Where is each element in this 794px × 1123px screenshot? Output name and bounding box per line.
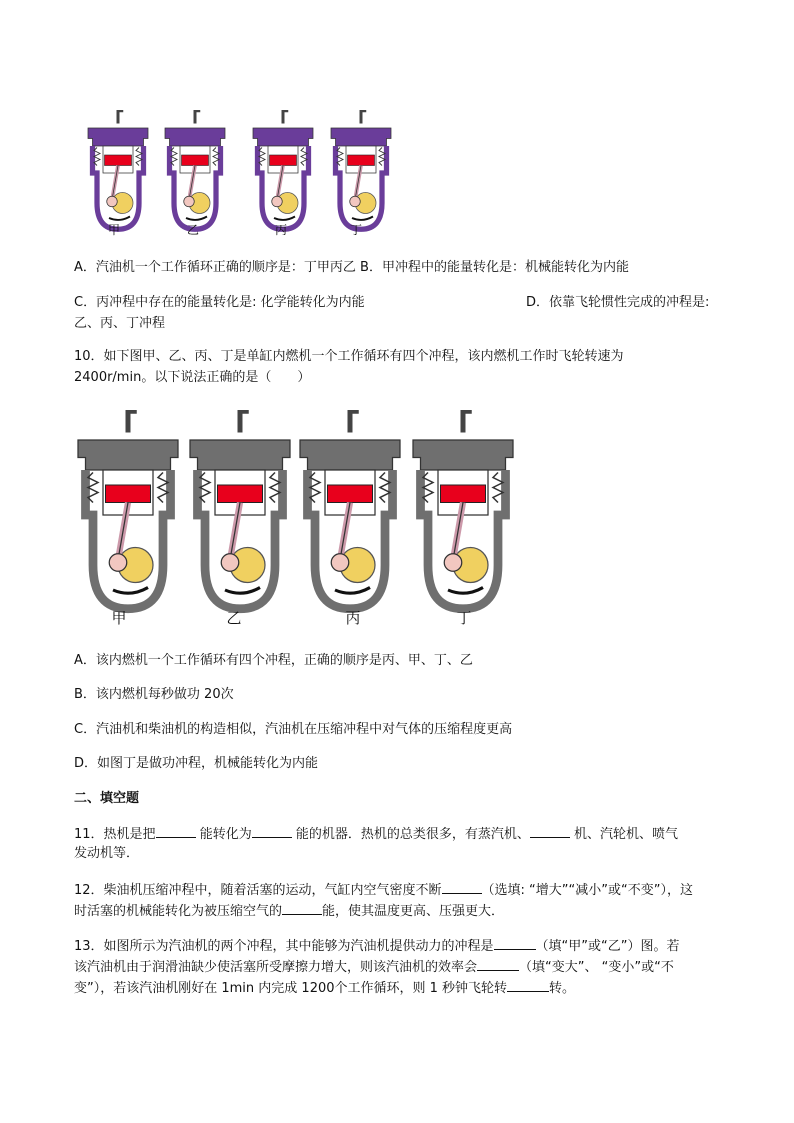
piston (441, 485, 486, 503)
cylinder-head (78, 440, 178, 470)
q11-text-4: 机、汽轮机、喷气 (574, 827, 679, 842)
top-fig-label-yi: 乙 (186, 223, 199, 237)
q13-text-6: 转。 (549, 981, 576, 996)
q13-blank-2 (477, 956, 519, 971)
q10-fig-label-yi: 乙 (226, 609, 242, 627)
q13-text-1: 13．如图所示为汽油机的两个冲程，其中能够为汽油机提供动力的冲程是 (74, 939, 494, 954)
q13-line2 (74, 956, 674, 978)
piston (328, 485, 373, 503)
q10-fig-label-bing: 丙 (345, 609, 361, 627)
q9-option-d-part1: D．依靠飞轮惯性完成的冲程是: (526, 295, 710, 310)
q13-text-3: 该汽油机由于润滑油缺少使活塞所受摩擦力增大，则该汽油机的效率会 (74, 960, 478, 975)
q9-option-a-b: A．汽油机一个工作循环正确的顺序是：丁甲丙乙 B．甲冲程中的能量转化是：机械能转化为内能 (74, 260, 629, 275)
cylinder-head (190, 440, 290, 470)
q9-option-d-part2: 乙、丙、丁冲程 (74, 316, 166, 331)
q10-option-a: A．该内燃机一个工作循环有四个冲程，正确的顺序是丙、甲、丁、乙 (74, 653, 473, 668)
top-fig-label-bing: 丙 (274, 223, 287, 237)
q13-text-5: 变”），若该汽油机刚好在 1min 内完成 1200个工作循环，则 1 秒钟飞轮转 (74, 981, 508, 996)
engine-b1 (190, 410, 290, 609)
q11-text-2: 能转化为 (199, 827, 252, 842)
top-fig-label-ding: 丁 (349, 223, 362, 237)
q10-stem-line2: 2400r/min。以下说法正确的是（ ） (74, 370, 311, 385)
q10-stem-line1: 10．如下图甲、乙、丙、丁是单缸内燃机一个工作循环有四个冲程，该内燃机工作时飞轮转速为 (74, 349, 624, 364)
crank-pin (331, 554, 349, 572)
cylinder-head (300, 440, 400, 470)
spark-plug-top (461, 410, 472, 414)
q11-text-3: 能的机器．热机的总类很多，有蒸汽机、 (295, 827, 530, 842)
q12-line1 (74, 879, 693, 901)
q13-blank-1 (494, 935, 536, 950)
q11-line1 (74, 823, 678, 845)
spark-plug (238, 413, 243, 433)
spark-plug-top (126, 410, 137, 414)
q10-fig-label-ding: 丁 (456, 609, 472, 627)
spark-plug (348, 413, 353, 433)
q12-text-3: 时活塞的机械能转化为被压缩空气的 (74, 904, 283, 919)
cylinder-head (413, 440, 513, 470)
valve-spring-left (200, 473, 210, 503)
q11-blank-2 (252, 823, 292, 838)
top-fig-label-jia: 甲 (107, 223, 120, 237)
q11-blank-3 (530, 823, 570, 838)
q10-option-d: D．如图丁是做功冲程，机械能转化为内能 (74, 756, 319, 771)
q13-text-4: （填“变大”、 “变小”或“不 (519, 960, 674, 975)
q13-blank-3 (507, 977, 549, 992)
q10-option-c: C．汽油机和柴油机的构造相似，汽油机在压缩冲程中对气体的压缩程度更高 (74, 722, 513, 737)
section-heading-fill-in: 二、填空题 (74, 791, 140, 806)
q12-text-4: 能，使其温度更高、压强更大． (322, 904, 505, 919)
q12-text-2: （选填: “增大”“减小”或“不变”），这 (481, 883, 693, 898)
piston (106, 485, 151, 503)
spark-plug (126, 413, 131, 433)
valve-spring-left (423, 473, 433, 503)
q11-text-1: 11．热机是把 (74, 827, 156, 842)
q12-text-1: 12．柴油机压缩冲程中，随着活塞的运动，气缸内空气密度不断 (74, 883, 442, 898)
piston (218, 485, 263, 503)
valve-spring-left (88, 473, 98, 503)
q11-blank-1 (156, 823, 196, 838)
valve-spring-left (310, 473, 320, 503)
crank-pin (444, 554, 462, 572)
spark-plug-top (348, 410, 359, 414)
q12-line2 (74, 900, 504, 922)
q13-line3 (74, 977, 575, 999)
q10-option-b: B．该内燃机每秒做功 20次 (74, 687, 234, 702)
crank-pin (109, 554, 127, 572)
q13-line1 (74, 935, 680, 957)
crank-pin (221, 554, 239, 572)
q9-option-c: C．丙冲程中存在的能量转化是: 化学能转化为内能 (74, 295, 365, 310)
q10-fig-label-jia: 甲 (111, 609, 127, 627)
engine-b0 (78, 410, 178, 609)
q12-blank-2 (282, 900, 322, 915)
q12-blank-1 (442, 879, 482, 894)
engine-b3 (413, 410, 513, 609)
engine-b2 (300, 410, 400, 609)
q13-text-2: （填“甲”或“乙”）图。若 (535, 939, 680, 954)
spark-plug-top (238, 410, 249, 414)
spark-plug (461, 413, 466, 433)
q11-line2: 发动机等． (74, 846, 140, 861)
